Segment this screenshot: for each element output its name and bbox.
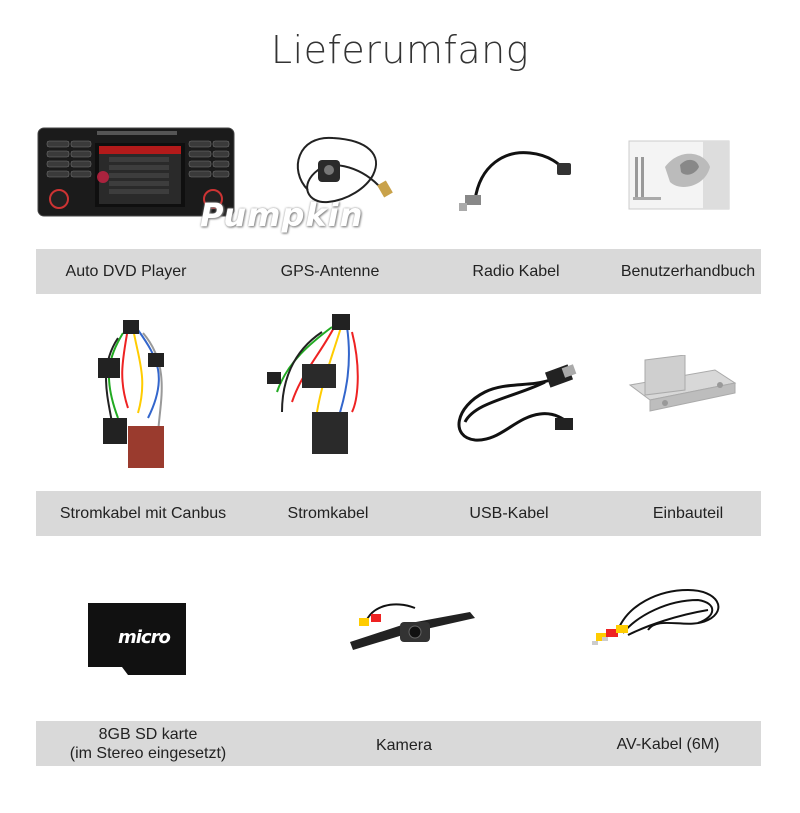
micro-sd-card-image <box>88 603 188 675</box>
label-sd-karte-line1: 8GB SD karte <box>98 726 198 743</box>
power-cable-canbus-image <box>88 318 198 478</box>
mounting-bracket-image <box>625 355 740 435</box>
label-av-kabel: AV-Kabel (6M) <box>616 736 720 753</box>
radio-cable-image <box>455 145 575 215</box>
label-benutzerhandbuch: Benutzerhandbuch <box>620 263 756 280</box>
user-manual-image <box>625 137 735 213</box>
label-usb-kabel: USB-Kabel <box>469 505 549 522</box>
power-cable-image <box>262 312 382 472</box>
label-radio-kabel: Radio Kabel <box>472 263 560 280</box>
brand-watermark: Pumpkin <box>200 196 364 234</box>
label-auto-dvd-player: Auto DVD Player <box>65 263 187 280</box>
av-cable-image <box>588 585 728 660</box>
label-sd-karte-line2: (im Stereo eingesetzt) <box>69 745 227 762</box>
page-title: Lieferumfang <box>270 28 530 72</box>
label-stromkabel-mit-canbus: Stromkabel mit Canbus <box>59 505 227 522</box>
label-sd-karte <box>48 725 248 763</box>
micro-sd-logo: micro <box>118 627 170 648</box>
gps-antenna-image <box>288 130 398 210</box>
usb-cable-image <box>445 362 580 452</box>
label-stromkabel: Stromkabel <box>287 505 369 522</box>
label-kamera: Kamera <box>375 737 433 754</box>
label-gps-antenne: GPS-Antenne <box>280 263 380 280</box>
label-einbauteil: Einbauteil <box>652 505 724 522</box>
camera-image <box>345 600 480 660</box>
